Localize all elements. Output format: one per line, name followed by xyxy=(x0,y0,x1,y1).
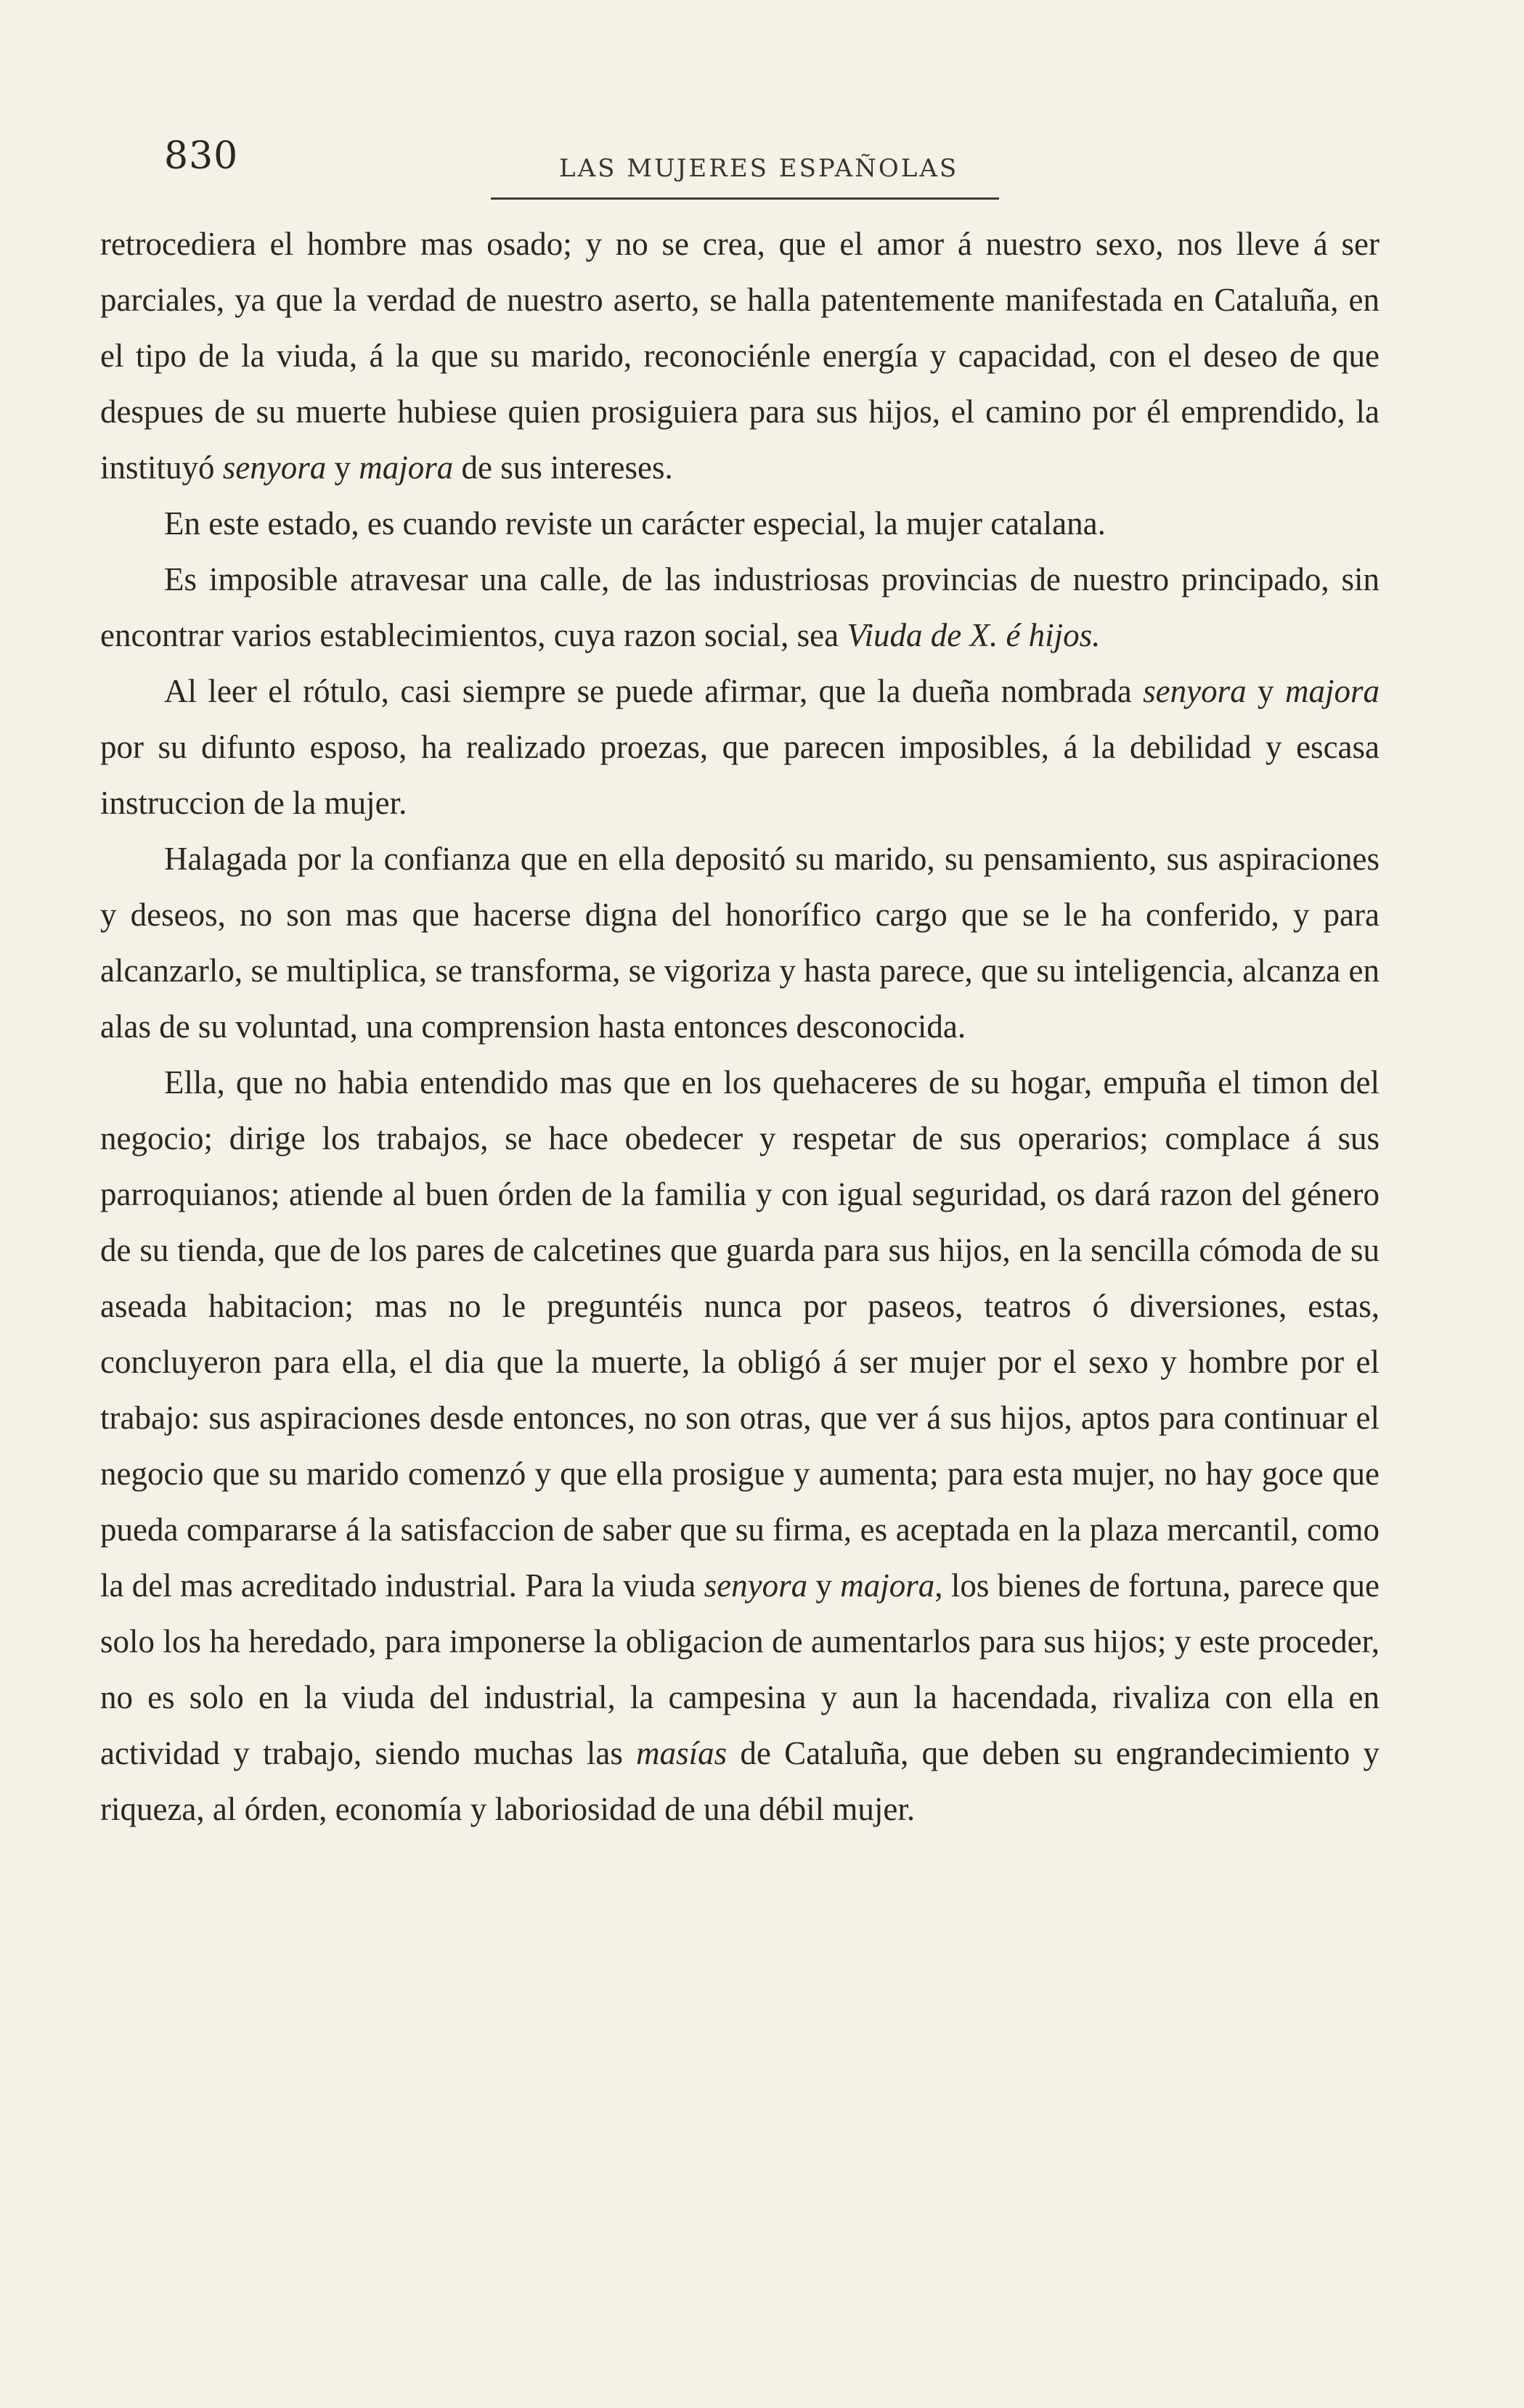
paragraph-5: Halagada por la confianza que en ella depositó su marido, su pensamiento, sus aspiraciones y deseos, no son mas que hacerse digna del honorífico cargo que se le ha conferido, y para alcanzarlo, se multiplica, se transforma, se vigoriza y hasta parece, que su inteligencia, alcanza en alas de su voluntad, una comprension hasta entonces desconocida. xyxy=(100,841,1380,1045)
paragraph-6: Ella, que no habia entendido mas que en los quehaceres de su hogar, empuña el timon del negocio; dirige los trabajos, se hace obedecer y respetar de sus operarios; complace á sus parroquianos; atiende al buen órden de la familia y con igual seguridad, os dará razon del género de su tienda, que de los pares de calcetines que guarda para sus hijos, en la sencilla cómoda de su aseada habitacion; mas no le preguntéis nunca por paseos, teatros ó diversiones, estas, concluyeron para ella, el dia que la muerte, la obligó á ser mujer por el sexo y hombre por el trabajo: sus aspiraciones desde entonces, no son otras, que ver á sus hijos, aptos para continuar el negocio que su marido comenzó y que ella prosigue y aumenta; para esta mujer, no hay goce que pueda compararse á la satisfaccion de saber que su firma, es aceptada en la plaza mercantil, como la del mas acreditado industrial. Para la viuda senyora y majora, los bienes de fortuna, parece que solo los ha heredado, para imponerse la obligacion de aumentarlos para sus hijos; y este proceder, no es solo en la viuda del industrial, la campesina y aun la hacendada, rivaliza con ella en actividad y trabajo, siendo muchas las masías de Cataluña, que deben su engrandecimiento y riqueza, al órden, economía y laboriosidad de una débil mujer. xyxy=(100,1064,1380,1827)
paragraph-1: retrocediera el hombre mas osado; y no se crea, que el amor á nuestro sexo, nos lleve á ser parciales, ya que la verdad de nuestro aserto, se halla patentemente manifestada en Cataluña, en el tipo de la viuda, á la que su marido, reconociénle energía y capacidad, con el deseo de que despues de su muerte hubiese quien prosiguiera para sus hijos, el camino por él emprendido, la instituyó senyora y majora de sus intereses. xyxy=(100,226,1380,486)
paragraph-2: En este estado, es cuando reviste un carácter especial, la mujer catalana. xyxy=(164,505,1106,542)
page-number: 830 xyxy=(164,134,239,178)
paragraph-4: Al leer el rótulo, casi siempre se puede afirmar, que la dueña nombrada senyora y majora por su difunto esposo, ha realizado proezas, que parecen imposibles, á la debilidad y escasa instruccion de la mujer. xyxy=(100,673,1380,821)
header-rule xyxy=(491,197,999,200)
body-text xyxy=(100,216,1380,1837)
paragraph-3: Es imposible atravesar una calle, de las industriosas provincias de nuestro principado, sin encontrar varios establecimientos, cuya razon social, sea Viuda de X. é hijos. xyxy=(100,561,1380,653)
running-title: LAS MUJERES ESPAÑOLAS xyxy=(559,154,959,183)
